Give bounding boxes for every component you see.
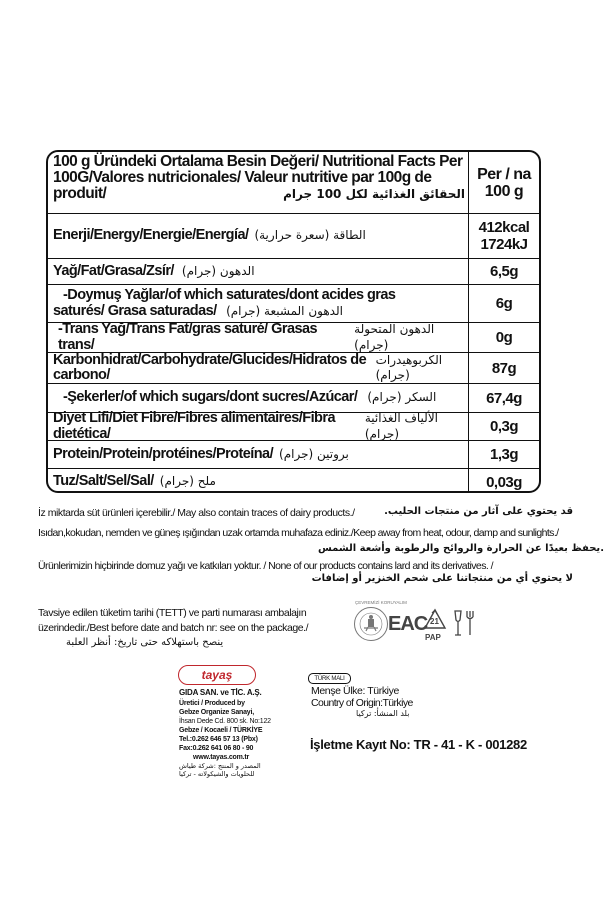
row-energy	[48, 213, 539, 258]
row-protein	[48, 440, 539, 468]
label-saturates-2: saturés/ Grasa saturadas/	[53, 302, 217, 319]
nutrition-table	[46, 150, 541, 493]
producer-line: İhsan Dede Cd. 800 sk. No:122	[179, 718, 271, 725]
nutrition-header	[48, 152, 539, 213]
producer-line: Üretici / Produced by	[179, 700, 245, 707]
brand-name: tayaş	[201, 668, 233, 682]
storage-note: Isıdan,kokudan, nemden ve güneş ışığından uzak ortamda muhafaza ediniz./Keep away from heat, odour, damp and sunlights./	[38, 527, 559, 539]
producer-line: Gebze / Kocaeli / TÜRKİYE	[179, 727, 263, 734]
food-safe-icon	[452, 608, 478, 640]
traces-note-arabic: قد يحتوي على آثار من منتجات الحليب.	[384, 506, 573, 517]
value-sugars: 67,4g	[468, 384, 539, 412]
header-value	[468, 152, 539, 213]
producer-line: Fax:0.262 641 06 80 - 90	[179, 745, 254, 752]
expiry-arabic: ينصح باستهلاكه حتى تاريخ: أنظر العلبة	[66, 637, 224, 648]
value-carbohydrate: 87g	[468, 353, 539, 383]
arabic-fibre: الألياف الغذائية (جرام)	[364, 411, 439, 441]
row-fibre	[48, 412, 539, 440]
value-kcal: 412kcal	[478, 219, 530, 236]
value-salt: 0,03g	[468, 469, 539, 493]
label-protein: Protein/Protein/protéines/Proteína/	[53, 445, 274, 462]
value-head-2: 100 g	[484, 182, 524, 200]
label-carbohydrate: Karbonhidrat/Carbohydrate/Glucides/Hidratos de carbono/	[53, 351, 367, 383]
arabic-salt: ملح (جرام)	[159, 474, 216, 489]
row-fat	[48, 258, 539, 284]
label-sugars: -Şekerler/of which sugars/dont sucres/Azúcar/	[63, 389, 358, 406]
pork-note: Ürünlerimizin hiçbirinde domuz yağı ve katkıları yoktur. / None of our products contains lard and its derivatives. /	[38, 560, 494, 572]
arabic-fat: الدهون (جرام)	[181, 263, 255, 278]
value-saturates: 6g	[468, 285, 539, 322]
arabic-energy: الطاقة (سعرة حرارية)	[254, 228, 366, 243]
recycle-text: ÇEVREMİZİ KORUYALIM	[355, 600, 407, 605]
company-name: GIDA SAN. ve TİC. A.Ş.	[179, 688, 262, 697]
value-fat: 6,5g	[468, 259, 539, 284]
header-line1: 100 g Üründeki Ortalama Besin Değeri/ Nutritional Facts Per	[53, 153, 463, 170]
arabic-saturates: الدهون المشبعة (جرام)	[226, 303, 343, 318]
producer-line: Gebze Organize Sanayi,	[179, 709, 254, 716]
row-trans	[48, 322, 539, 352]
label-energy: Enerji/Energy/Energie/Energía/	[53, 227, 249, 244]
origin-country: Menşe Ülke: Türkiye	[311, 685, 399, 697]
header-line3: produit/	[53, 185, 107, 202]
arabic-trans: الدهون المتحولة (جرام)	[354, 322, 435, 352]
expiry-line1: Tavsiye edilen tüketim tarihi (TETT) ve parti numarası ambalajın	[38, 607, 307, 619]
expiry-line2: üzerindedir./Best before date and batch nr: see on the package./	[38, 622, 309, 634]
origin-country-en: Country of Origin:Türkiye	[311, 697, 413, 709]
value-head-1: Per / na	[477, 165, 531, 183]
brand-logo	[178, 665, 256, 685]
origin-arabic: بلد المنشأ: تركيا	[356, 709, 410, 718]
value-trans: 0g	[468, 323, 539, 352]
producer-arabic-1: المصدر و المنتج :شركة طياش	[179, 762, 261, 770]
producer-address	[179, 699, 271, 778]
label-fibre: Diyet Lifi/Diet Fibre/Fibres alimentaires/Fibra dietética/	[53, 410, 335, 442]
pork-note-arabic: لا يحتوي أي من منتجاتنا على شحم الخنزير أو إضافات	[311, 573, 573, 584]
arabic-carbohydrate: الكربوهيدرات (جرام)	[375, 352, 443, 382]
turk-mali-badge	[308, 673, 351, 684]
header-arabic: الحقائق الغذائية لكل 100 جرام	[283, 187, 465, 201]
pap-number: 21	[430, 617, 439, 626]
label-trans: -Trans Yağ/Trans Fat/gras saturé/ Grasas trans/	[58, 321, 318, 353]
arabic-sugars: السكر (جرام)	[367, 390, 437, 405]
recycle-icon	[353, 606, 389, 642]
row-sugars	[48, 383, 539, 412]
turk-mali-text: TÜRK MALI	[314, 675, 345, 682]
value-protein: 1,3g	[468, 441, 539, 468]
arabic-protein: بروتين (جرام)	[279, 446, 349, 461]
producer-arabic-2: للحلويات والشيكولاته - تركيا	[179, 770, 255, 778]
label-saturates: -Doymuş Yağlar/of which saturates/dont acides gras	[63, 287, 396, 303]
row-salt	[48, 468, 539, 493]
row-saturates	[48, 284, 539, 322]
value-fibre: 0,3g	[468, 413, 539, 440]
registration-number: İşletme Kayıt No: TR - 41 - K - 001282	[310, 737, 527, 752]
row-carbohydrate	[48, 352, 539, 383]
value-kj: 1724kJ	[480, 236, 528, 253]
traces-note: İz miktarda süt ürünleri içerebilir./ May also contain traces of dairy products./	[38, 507, 355, 519]
value-energy	[468, 214, 539, 258]
producer-line: Tel.:0.262 646 57 13 (Pbx)	[179, 736, 258, 743]
header-line2: 100G/Valores nutricionales/ Valeur nutritive par 100g de	[53, 169, 432, 186]
label-fat: Yağ/Fat/Grasa/Zsír/	[53, 262, 174, 279]
label-salt: Tuz/Salt/Sel/Sal/	[53, 473, 154, 490]
pap-label: PAP	[425, 633, 441, 642]
storage-note-arabic: يحفظ بعيدًا عن الحرارة والروائح والرطوبة وأشعة الشمس.	[318, 543, 604, 554]
eac-mark: EAC	[388, 613, 428, 635]
producer-line: www.tayas.com.tr	[193, 754, 250, 761]
